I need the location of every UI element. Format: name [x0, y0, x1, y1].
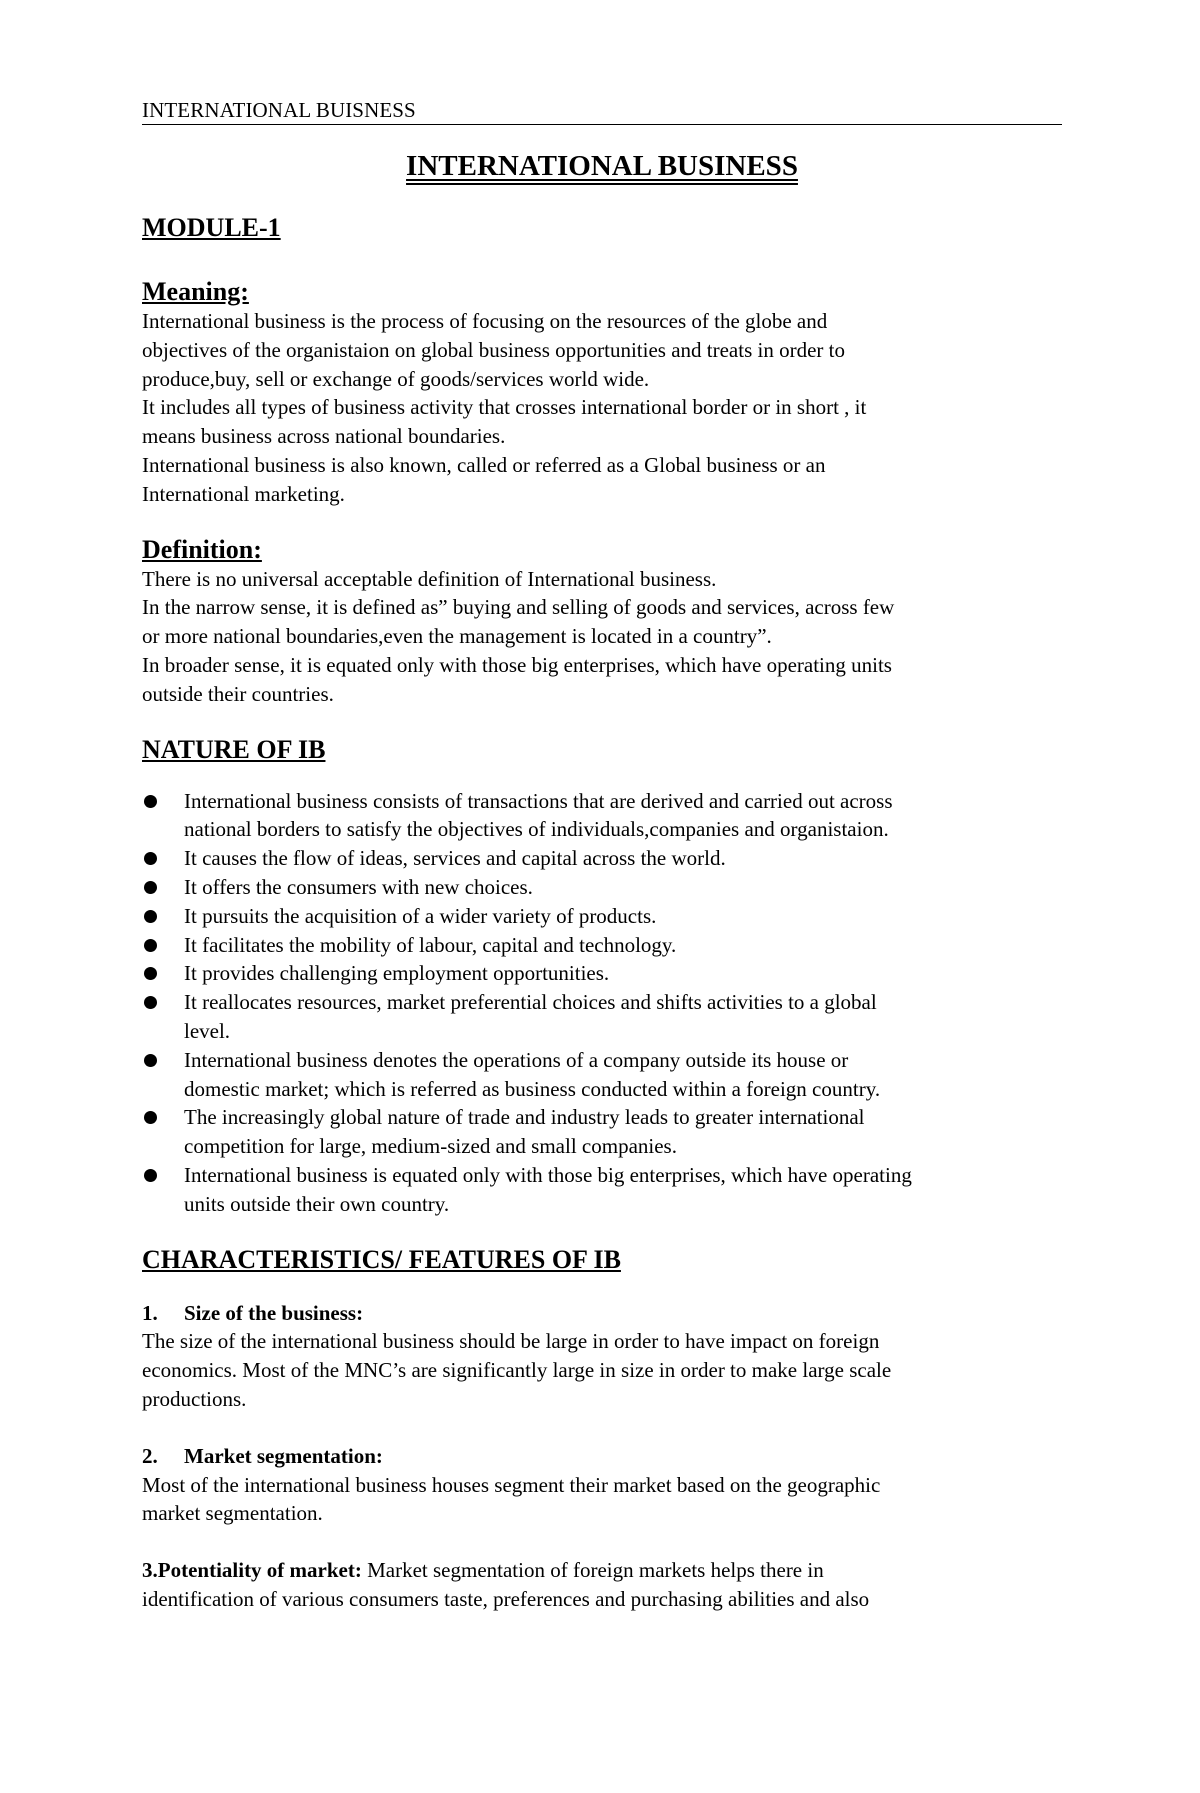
definition-paragraph — [142, 565, 1062, 709]
bullet-line: The increasingly global nature of trade and industry leads to greater international — [184, 1105, 865, 1130]
feature-potentiality-paragraph — [142, 1556, 1062, 1614]
list-item — [142, 873, 1062, 902]
bullet-icon — [144, 1054, 157, 1067]
bullet-line: It causes the flow of ideas, services and capital across the world. — [184, 846, 726, 871]
bullet-line: International business denotes the operations of a company outside its house or — [184, 1047, 849, 1072]
bullet-line: national borders to satisfy the objectives of individuals,companies and organistaion. — [184, 817, 889, 842]
feature-segmentation-paragraph — [142, 1471, 1062, 1529]
feature-segmentation-heading — [142, 1442, 1062, 1471]
meaning-line: It includes all types of business activity that crosses international border or in short , it — [142, 395, 867, 420]
list-item — [142, 988, 1062, 1046]
bullet-line: It facilitates the mobility of labour, capital and technology. — [184, 932, 677, 957]
meaning-line: International business is also known, called or referred as a Global business or an — [142, 452, 826, 477]
feature-line-rest: Market segmentation of foreign markets helps there in — [361, 1558, 824, 1583]
feature-size-heading — [142, 1299, 1062, 1328]
bullet-line: domestic market; which is referred as business conducted within a foreign country. — [184, 1076, 881, 1101]
feature-line: productions. — [142, 1386, 247, 1411]
bullet-line: International business consists of transactions that are derived and carried out across — [184, 788, 893, 813]
list-item — [142, 1103, 1062, 1161]
meaning-line: International business is the process of focusing on the resources of the globe and — [142, 309, 828, 333]
list-item — [142, 1161, 1062, 1219]
bullet-icon — [144, 1111, 157, 1124]
meaning-line: International marketing. — [142, 481, 345, 506]
bullet-icon — [144, 939, 157, 952]
feature-title: 3.Potentiality of market: — [142, 1558, 362, 1583]
characteristics-heading: CHARACTERISTICS/ FEATURES OF IB — [142, 1244, 621, 1274]
list-item — [142, 1046, 1062, 1104]
feature-line: The size of the international business should be large in order to have impact on foreign — [142, 1329, 880, 1354]
list-item — [142, 959, 1062, 988]
definition-line: In the narrow sense, it is defined as” buying and selling of goods and services, across few — [142, 595, 895, 620]
feature-line: market segmentation. — [142, 1501, 323, 1526]
list-item — [142, 931, 1062, 960]
bullet-icon — [144, 1169, 157, 1182]
bullet-icon — [144, 795, 157, 808]
feature-number: 1. — [142, 1300, 158, 1325]
bullet-line: level. — [184, 1018, 231, 1043]
feature-size-paragraph — [142, 1327, 1062, 1413]
bullet-line: units outside their own country. — [184, 1191, 450, 1216]
list-item — [142, 787, 1062, 845]
definition-line: outside their countries. — [142, 681, 334, 706]
list-item — [142, 844, 1062, 873]
meaning-line: produce,buy, sell or exchange of goods/services world wide. — [142, 366, 650, 391]
feature-line: identification of various consumers taste, preferences and purchasing abilities and also — [142, 1586, 870, 1611]
feature-number: 2. — [142, 1443, 158, 1468]
list-item — [142, 902, 1062, 931]
running-header: INTERNATIONAL BUISNESS — [142, 98, 1062, 125]
bullet-icon — [144, 852, 157, 865]
document-page — [142, 98, 1062, 1614]
bullet-line: It provides challenging employment opportunities. — [184, 961, 610, 986]
document-title — [142, 149, 1062, 183]
bullet-line: International business is equated only with those big enterprises, which have operating — [184, 1162, 912, 1187]
bullet-line: It reallocates resources, market preferential choices and shifts activities to a global — [184, 990, 877, 1015]
bullet-line: It pursuits the acquisition of a wider variety of products. — [184, 903, 657, 928]
module-heading: MODULE-1 — [142, 213, 281, 242]
feature-line: Most of the international business houses segment their market based on the geographic — [142, 1472, 881, 1497]
document-title-text: INTERNATIONAL BUSINESS — [406, 150, 798, 182]
bullet-icon — [144, 881, 157, 894]
meaning-paragraph — [142, 307, 1062, 509]
feature-title: Market segmentation: — [184, 1443, 383, 1468]
meaning-heading: Meaning: — [142, 277, 249, 306]
meaning-line: means business across national boundaries. — [142, 424, 506, 449]
feature-first-line — [142, 1556, 1062, 1585]
definition-line: There is no universal acceptable definition of International business. — [142, 566, 717, 591]
feature-line: economics. Most of the MNC’s are significantly large in size in order to make large scale — [142, 1358, 892, 1383]
bullet-icon — [144, 910, 157, 923]
bullet-icon — [144, 996, 157, 1009]
definition-line: In broader sense, it is equated only with those big enterprises, which have operating units — [142, 652, 892, 677]
bullet-line: It offers the consumers with new choices. — [184, 874, 533, 899]
nature-heading: NATURE OF IB — [142, 734, 326, 764]
bullet-line: competition for large, medium-sized and small companies. — [184, 1134, 677, 1159]
bullet-icon — [144, 967, 157, 980]
definition-line: or more national boundaries,even the management is located in a country”. — [142, 624, 772, 649]
feature-title: Size of the business: — [184, 1300, 364, 1325]
definition-heading: Definition: — [142, 534, 262, 564]
meaning-line: objectives of the organistaion on global business opportunities and treats in order to — [142, 337, 845, 362]
nature-bullet-list — [142, 787, 1062, 1219]
